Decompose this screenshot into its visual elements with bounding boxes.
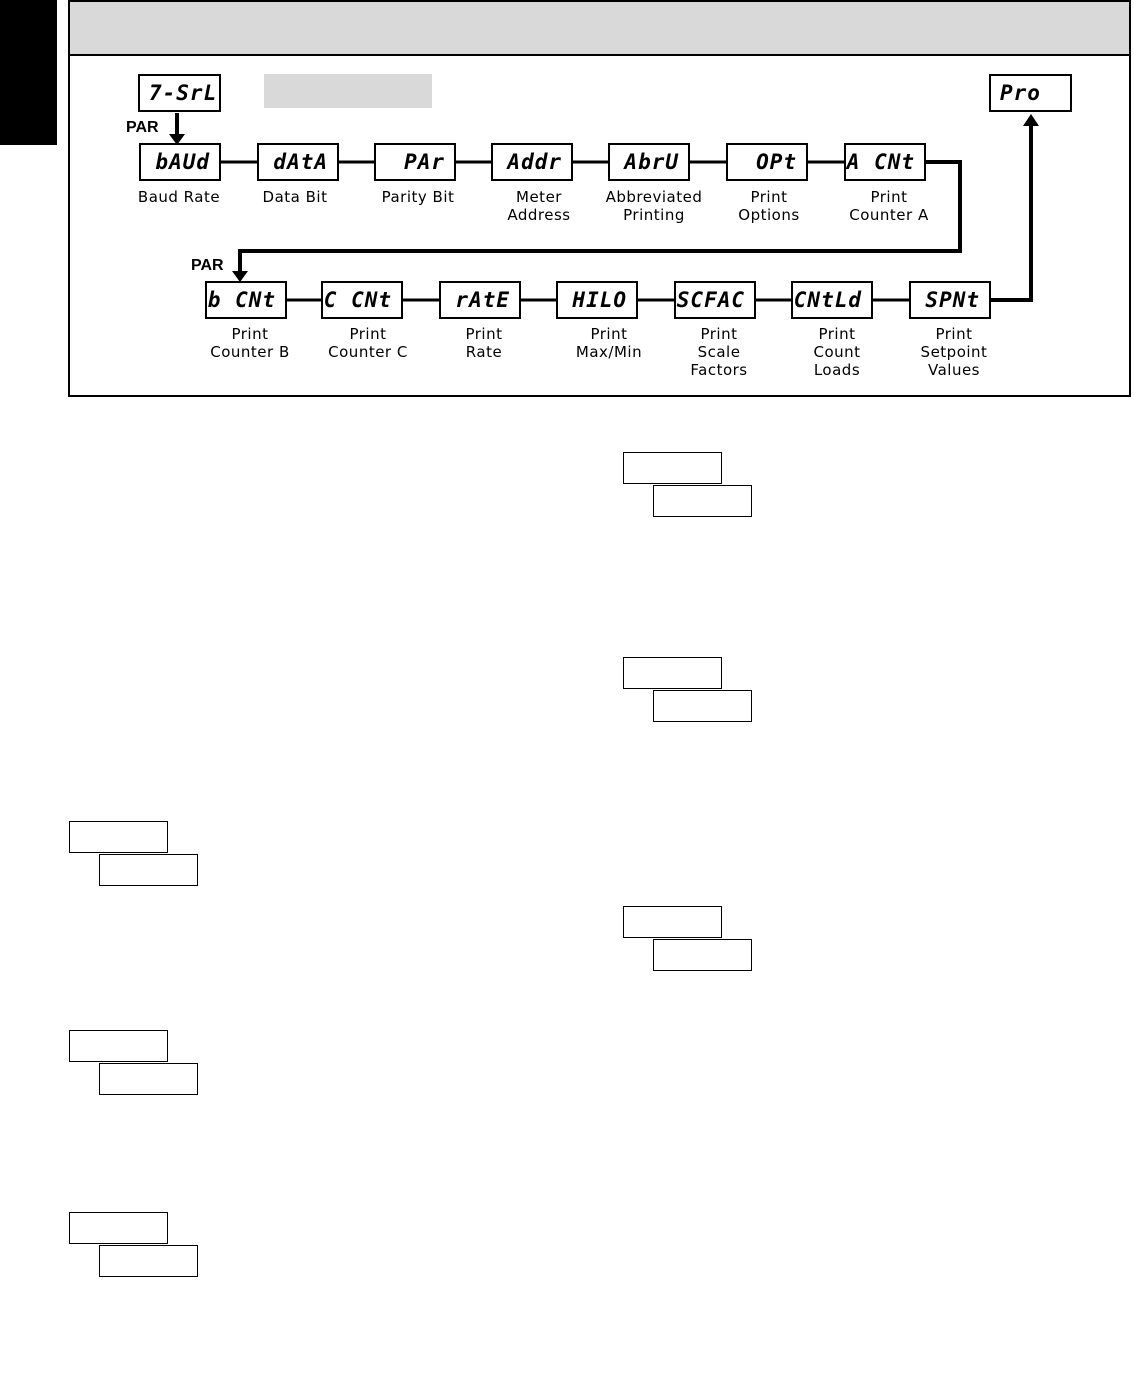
end-display-pro: Pro	[989, 74, 1072, 112]
caption-print-counter-a: Print Counter A	[849, 188, 929, 224]
display-print-counter-b: b CNt	[205, 281, 287, 319]
caption-meter-address: Meter Address	[507, 188, 571, 224]
caption-data-bit: Data Bit	[262, 188, 328, 206]
display-print-options: OPt	[726, 143, 808, 181]
display-print-rate: rAtE	[439, 281, 521, 319]
parameter-value-box	[99, 1245, 198, 1277]
par-label: PAR	[126, 119, 159, 136]
caption-print-counter-c: Print Counter C	[328, 325, 408, 361]
parameter-display-box	[69, 821, 168, 853]
caption-print-counter-b: Print Counter B	[210, 325, 290, 361]
par-label: PAR	[191, 257, 224, 274]
display-print-counter-c: C CNt	[321, 281, 403, 319]
caption-baud-rate: Baud Rate	[137, 188, 221, 206]
display-print-scale-factors: SCFAC	[674, 281, 756, 319]
parameter-value-box	[653, 690, 752, 722]
parameter-display-box	[623, 452, 722, 484]
caption-print-rate: Print Rate	[465, 325, 503, 361]
caption-print-options: Print Options	[738, 188, 800, 224]
caption-print-setpoint-values: Print Setpoint Values	[920, 325, 988, 379]
caption-print-max-min: Print Max/Min	[575, 325, 643, 361]
display-print-setpoint-values: SPNt	[909, 281, 991, 319]
display-print-counter-a: A CNt	[844, 143, 926, 181]
display-parity-bit: PAr	[374, 143, 456, 181]
display-print-count-loads: CNtLd	[791, 281, 873, 319]
parameter-value-box	[653, 485, 752, 517]
display-meter-address: Addr	[491, 143, 573, 181]
display-abbreviated-printing: AbrU	[608, 143, 690, 181]
caption-print-scale-factors: Print Scale Factors	[690, 325, 748, 379]
parameter-display-box	[69, 1030, 168, 1062]
parameter-value-box	[653, 939, 752, 971]
parameter-value-box	[99, 1063, 198, 1095]
return-arrow-up	[991, 124, 1031, 300]
caption-abbreviated-printing: Abbreviated Printing	[605, 188, 703, 224]
parameter-value-box	[99, 854, 198, 886]
parameter-display-box	[623, 657, 722, 689]
display-baud-rate: bAUd	[139, 143, 221, 181]
caption-print-count-loads: Print Count Loads	[813, 325, 861, 379]
start-display-7srl: 7-SrL	[138, 74, 221, 112]
display-print-max-min: HILO	[556, 281, 638, 319]
parameter-display-box	[623, 906, 722, 938]
display-data-bit: dAtA	[257, 143, 339, 181]
caption-parity-bit: Parity Bit	[381, 188, 455, 206]
parameter-display-box	[69, 1212, 168, 1244]
